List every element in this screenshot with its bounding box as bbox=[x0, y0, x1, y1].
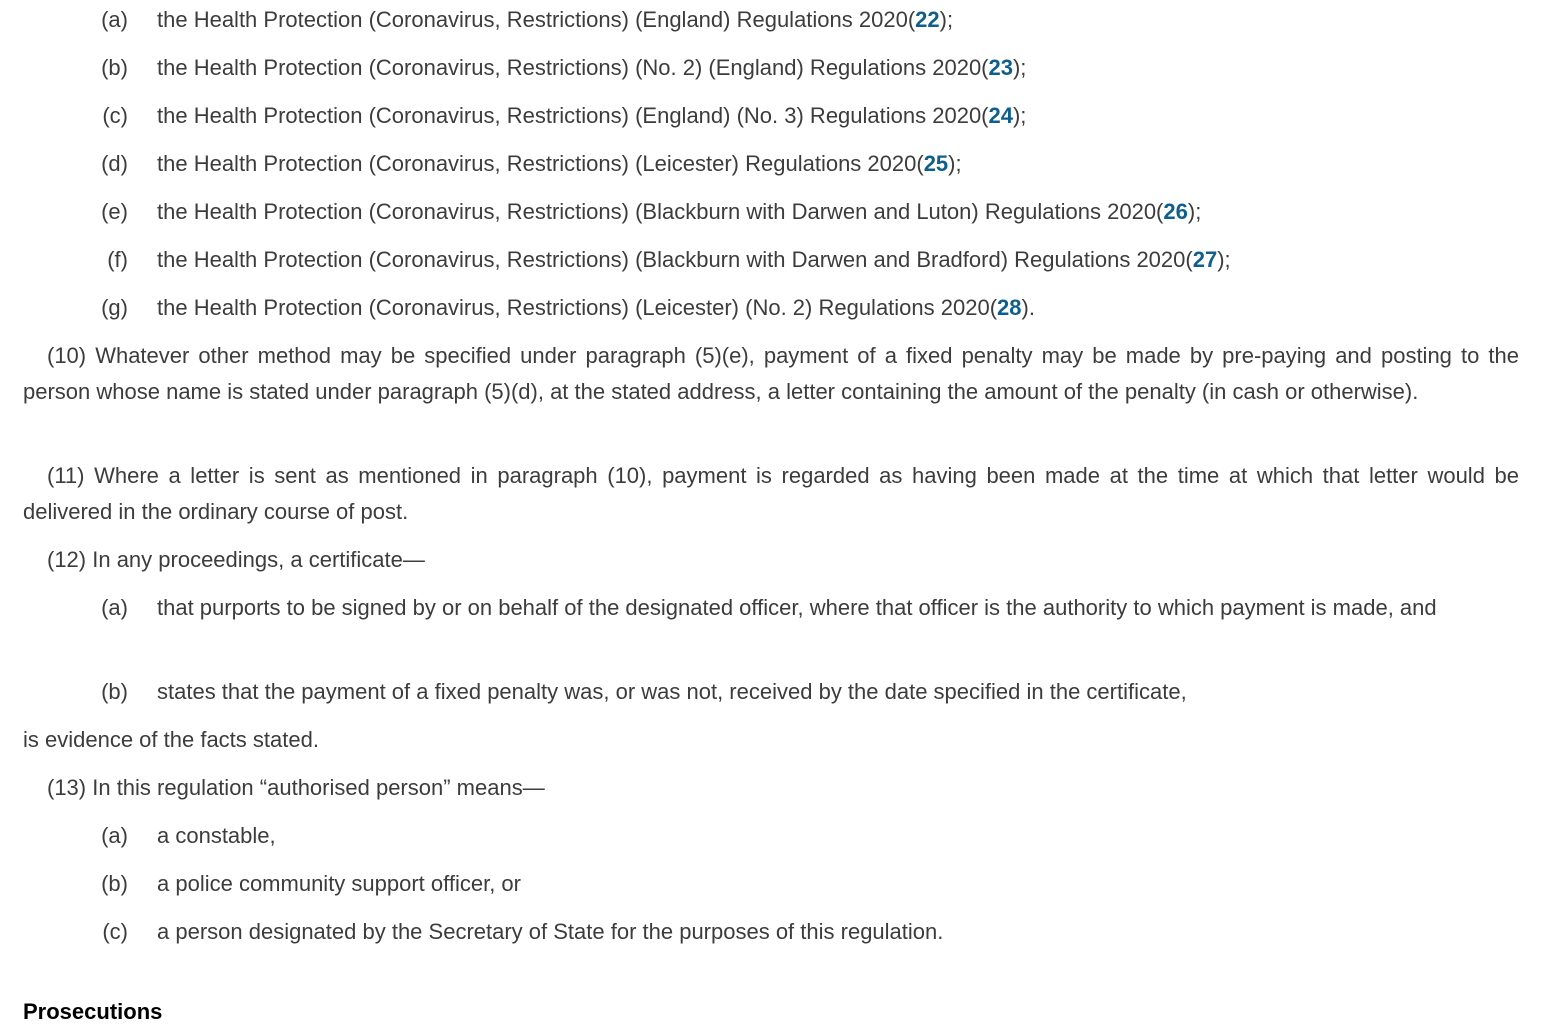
footnote-link[interactable]: 26 bbox=[1163, 199, 1188, 224]
item-text: a person designated by the Secretary of State for the purposes of this regulation. bbox=[157, 919, 944, 944]
item-text: the Health Protection (Coronavirus, Restrictions) (England) (No. 3) Regulations 2020(24); bbox=[157, 103, 1027, 128]
item-label: (f) bbox=[107, 247, 128, 272]
item-label: (b) bbox=[101, 679, 128, 704]
item-label: (e) bbox=[101, 199, 128, 224]
section-heading: Prosecutions bbox=[23, 999, 163, 1024]
item-text: the Health Protection (Coronavirus, Restrictions) (Blackburn with Darwen and Bradford) Regulations 2020(27); bbox=[157, 247, 1231, 272]
item-text: a police community support officer, or bbox=[157, 871, 521, 896]
item-text: the Health Protection (Coronavirus, Restrictions) (England) Regulations 2020(22); bbox=[157, 7, 954, 32]
item-label: (b) bbox=[101, 55, 128, 80]
item-text: the Health Protection (Coronavirus, Restrictions) (Leicester) Regulations 2020(25); bbox=[157, 151, 962, 176]
footnote-link[interactable]: 22 bbox=[915, 7, 940, 32]
item-label: (c) bbox=[102, 103, 128, 128]
footnote-link[interactable]: 24 bbox=[988, 103, 1013, 128]
footnote-link[interactable]: 25 bbox=[923, 151, 949, 176]
item-label: (g) bbox=[101, 295, 128, 320]
item-text: the Health Protection (Coronavirus, Restrictions) (No. 2) (England) Regulations 2020(23); bbox=[157, 55, 1027, 80]
paragraph-12-tail: is evidence of the facts stated. bbox=[23, 727, 319, 752]
paragraph-10: (10) Whatever other method may be specified under paragraph (5)(e), payment of a fixed penalty may be made by pre-paying and posting to the person whose name is stated under paragraph (5)(d), at the stated address, a letter containing the amount of the penalty (in cash or otherwise). bbox=[23, 343, 1519, 404]
item-label: (b) bbox=[101, 871, 128, 896]
item-text: states that the payment of a fixed penalty was, or was not, received by the date specified in the certificate, bbox=[157, 679, 1187, 704]
item-text: that purports to be signed by or on behalf of the designated officer, where that officer is the authority to which payment is made, and bbox=[157, 595, 1437, 620]
item-label: (a) bbox=[101, 595, 128, 620]
paragraph-12: (12) In any proceedings, a certificate— bbox=[47, 547, 425, 572]
item-label: (a) bbox=[101, 7, 128, 32]
footnote-link[interactable]: 28 bbox=[997, 295, 1022, 320]
footnote-link[interactable]: 27 bbox=[1192, 247, 1218, 272]
item-label: (a) bbox=[101, 823, 128, 848]
item-text: the Health Protection (Coronavirus, Restrictions) (Blackburn with Darwen and Luton) Regulations 2020(26); bbox=[157, 199, 1202, 224]
paragraph-13: (13) In this regulation “authorised person” means— bbox=[47, 775, 545, 800]
item-text: a constable, bbox=[157, 823, 276, 848]
item-label: (d) bbox=[101, 151, 128, 176]
footnote-link[interactable]: 23 bbox=[988, 55, 1013, 80]
paragraph-11: (11) Where a letter is sent as mentioned in paragraph (10), payment is regarded as having been made at the time at which that letter would be delivered in the ordinary course of post. bbox=[23, 463, 1519, 524]
item-text: the Health Protection (Coronavirus, Restrictions) (Leicester) (No. 2) Regulations 2020(28). bbox=[157, 295, 1035, 320]
item-label: (c) bbox=[102, 919, 128, 944]
